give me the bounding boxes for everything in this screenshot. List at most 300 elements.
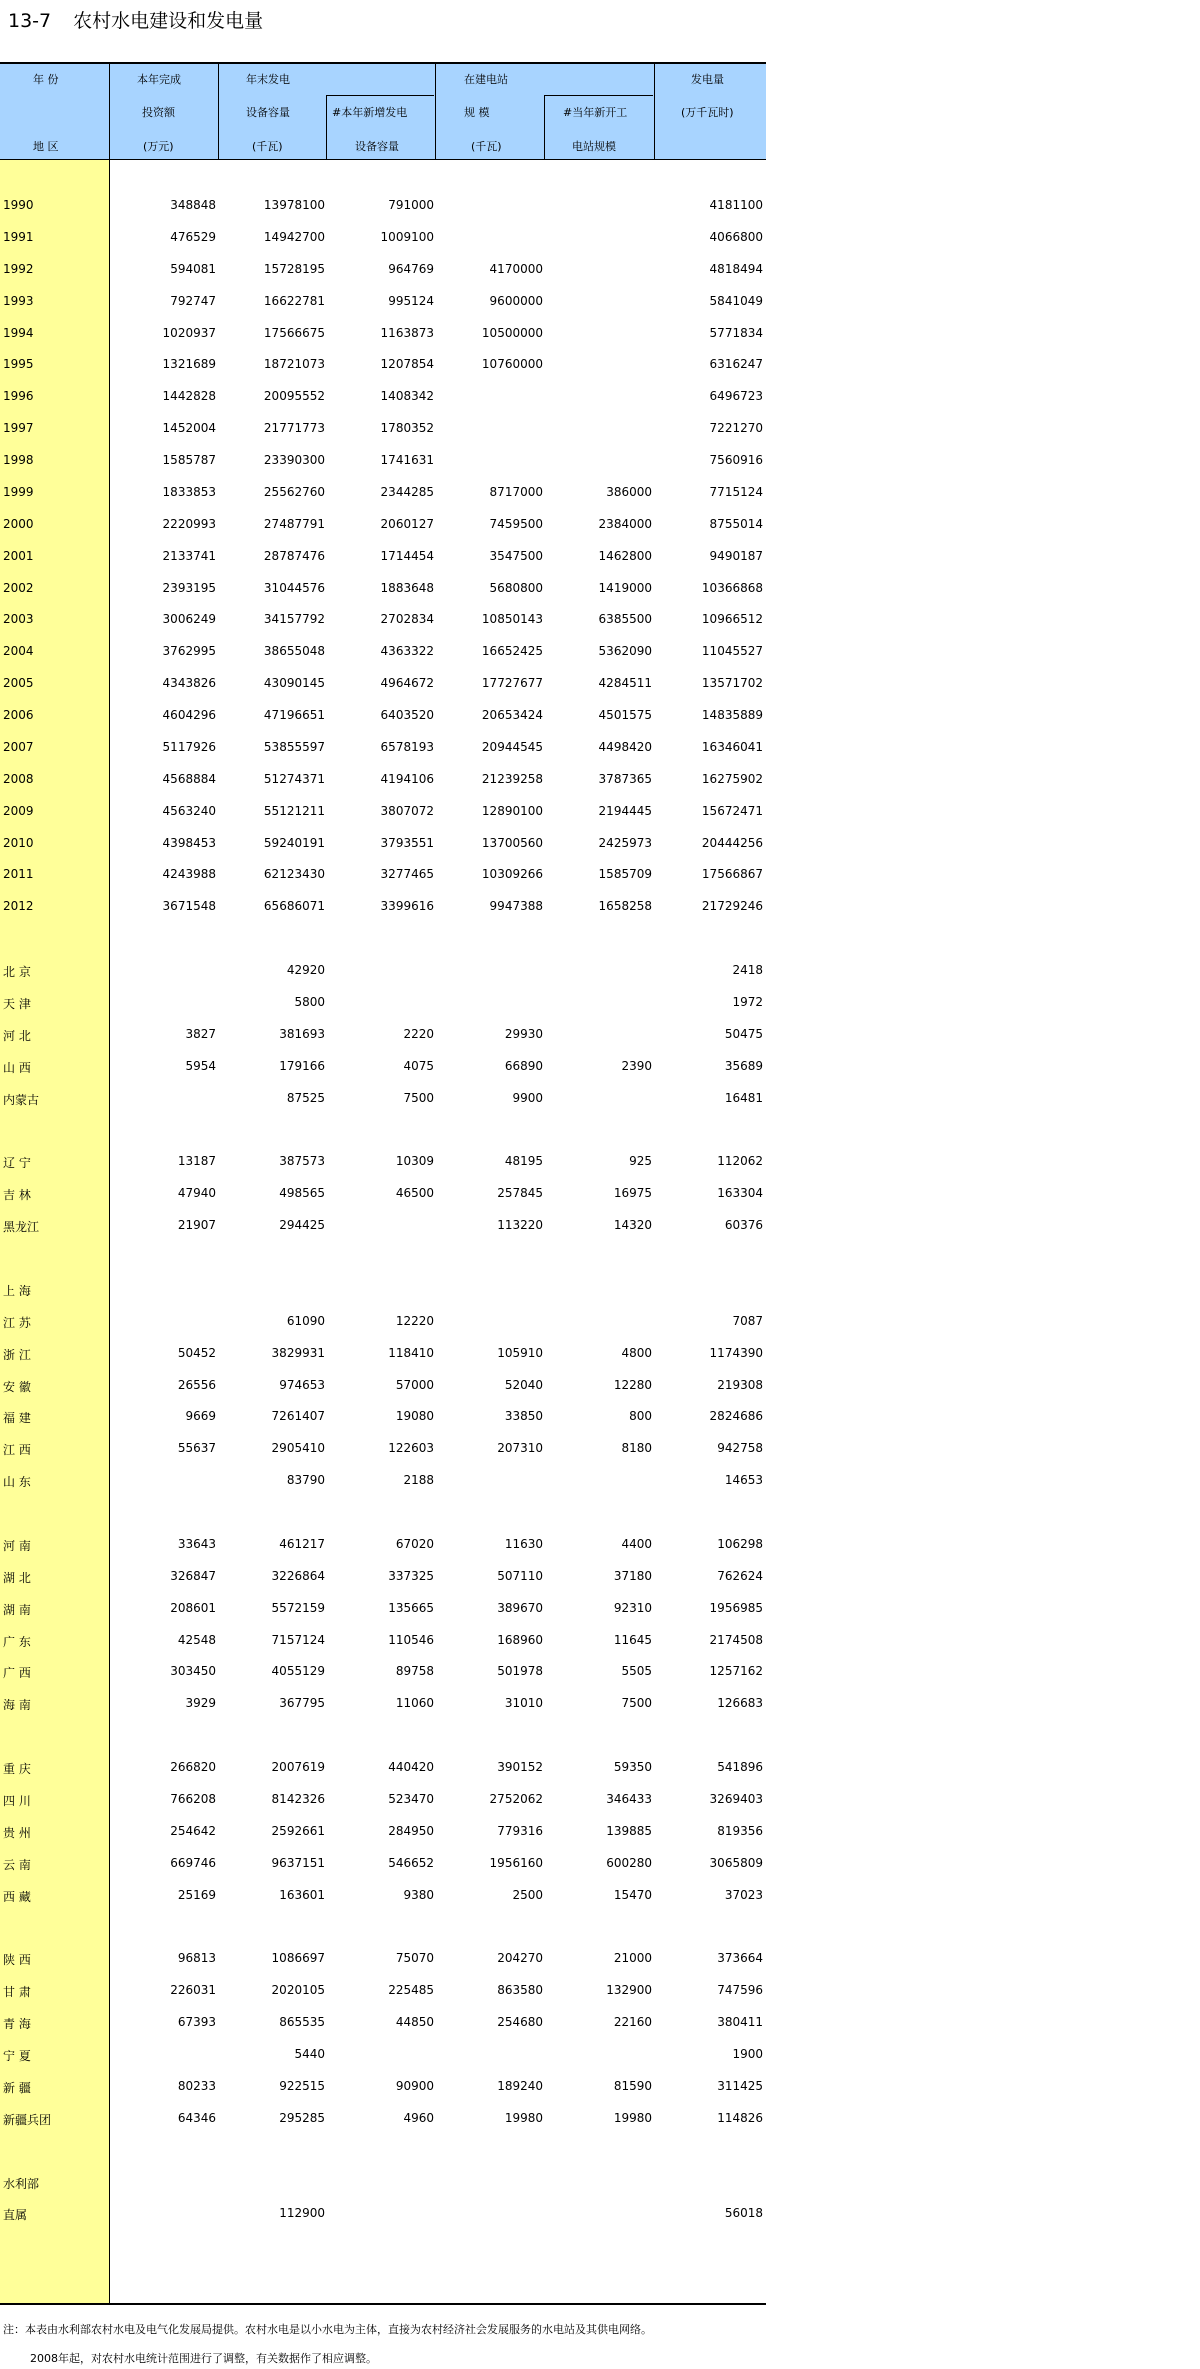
table-cell: 6316247 — [709, 357, 763, 372]
table-cell: 13700560 — [481, 835, 543, 850]
table-cell: 10309 — [395, 1154, 434, 1169]
table-row — [0, 581, 766, 599]
row-label: 安 徽 — [3, 1379, 31, 1394]
row-label: 1992 — [3, 261, 34, 276]
table-cell: 373664 — [717, 1951, 763, 1966]
table-row — [0, 1027, 766, 1045]
table-cell: 3269403 — [709, 1792, 763, 1806]
column-divider — [544, 95, 545, 159]
row-label: 1999 — [3, 484, 34, 499]
table-cell: 4964672 — [380, 676, 434, 691]
table-cell: 189240 — [497, 2078, 543, 2093]
table-cell: 2418 — [732, 963, 763, 978]
row-label: 内蒙古 — [3, 1092, 40, 1107]
table-cell: 476529 — [170, 229, 216, 244]
table-cell: 390152 — [497, 1760, 543, 1775]
table-row — [0, 1473, 766, 1491]
table-cell: 4563240 — [162, 803, 216, 818]
table-cell: 3762995 — [162, 644, 216, 659]
row-label: 江 西 — [3, 1443, 31, 1458]
header-year: 年 份 — [33, 73, 59, 86]
table-cell: 2020105 — [271, 1983, 325, 1998]
table-cell: 1883648 — [380, 580, 434, 595]
table-cell: 942758 — [717, 1441, 763, 1456]
table-cell: 1174390 — [709, 1345, 763, 1360]
row-label: 2008 — [3, 771, 34, 786]
table-cell: 7560916 — [709, 453, 763, 468]
table-cell: 4498420 — [598, 739, 652, 754]
table-row — [0, 1314, 766, 1332]
table-cell: 14320 — [613, 1218, 652, 1233]
table-cell: 2060127 — [380, 516, 434, 531]
table-cell: 4960 — [403, 2110, 434, 2125]
table-cell: 7087 — [732, 1313, 763, 1328]
header-scale: 规 模 — [464, 106, 490, 119]
table-cell: 1833853 — [162, 484, 216, 499]
table-cell: 523470 — [388, 1792, 434, 1806]
table-cell: 42548 — [177, 1632, 216, 1647]
table-cell: 863580 — [497, 1983, 543, 1998]
table-cell: 16652425 — [481, 644, 543, 659]
table-row — [0, 357, 766, 375]
row-label: 四 川 — [3, 1794, 31, 1808]
table-cell: 1585709 — [598, 867, 652, 882]
table-cell: 3547500 — [489, 548, 543, 563]
table-cell: 4243988 — [162, 867, 216, 882]
row-label: 河 南 — [3, 1538, 31, 1553]
table-row — [0, 1282, 766, 1300]
table-cell: 266820 — [170, 1760, 216, 1775]
table-cell: 20653424 — [481, 708, 543, 723]
table-cell: 47196651 — [263, 708, 325, 723]
row-label: 2000 — [3, 516, 34, 531]
table-row — [0, 1888, 766, 1906]
row-label: 西 藏 — [3, 1889, 31, 1904]
table-cell: 13187 — [177, 1154, 216, 1169]
row-label: 广 东 — [3, 1634, 31, 1649]
table-cell: 381693 — [279, 1026, 325, 1041]
table-cell: 1086697 — [271, 1951, 325, 1966]
table-cell: 1442828 — [162, 389, 216, 404]
table-cell: 4604296 — [162, 708, 216, 723]
header-generation: 发电量 — [691, 73, 724, 86]
table-cell: 4170000 — [489, 261, 543, 276]
table-top-border — [0, 62, 766, 64]
table-cell: 50475 — [724, 1026, 763, 1041]
table-cell: 747596 — [717, 1983, 763, 1998]
table-cell: 37023 — [724, 1887, 763, 1902]
table-cell: 284950 — [388, 1823, 434, 1838]
table-cell: 60376 — [724, 1218, 763, 1233]
row-label: 2012 — [3, 899, 34, 914]
table-cell: 52040 — [504, 1377, 543, 1392]
table-cell: 16975 — [613, 1186, 652, 1201]
table-cell: 7261407 — [271, 1409, 325, 1424]
table-cell: 2220993 — [162, 516, 216, 531]
table-cell: 257845 — [497, 1186, 543, 1201]
table-cell: 779316 — [497, 1823, 543, 1838]
table-cell: 3787365 — [598, 771, 652, 786]
header-new-start: #当年新开工 — [563, 106, 628, 119]
table-cell: 1780352 — [380, 421, 434, 436]
table-row — [0, 1346, 766, 1364]
table-cell: 5954 — [185, 1058, 216, 1073]
header-scale-unit: (千瓦) — [471, 140, 502, 153]
header-new-capacity: #本年新增发电 — [332, 106, 408, 119]
table-row — [0, 549, 766, 567]
table-cell: 8717000 — [489, 484, 543, 499]
table-cell: 114826 — [717, 2110, 763, 2125]
table-row — [0, 2047, 766, 2065]
table-cell: 5771834 — [709, 325, 763, 340]
table-bottom-border — [0, 2303, 766, 2305]
table-cell: 1452004 — [162, 421, 216, 436]
table-cell: 541896 — [717, 1760, 763, 1775]
table-cell: 10500000 — [481, 325, 543, 340]
row-label: 直属 — [3, 2208, 28, 2223]
table-cell: 6578193 — [380, 739, 434, 754]
table-row — [0, 2015, 766, 2033]
header-yearend: 年末发电 — [246, 73, 290, 86]
table-cell: 5800 — [294, 995, 325, 1009]
table-cell: 7157124 — [271, 1632, 325, 1647]
table-cell: 51274371 — [263, 771, 325, 786]
table-cell: 56018 — [724, 2206, 763, 2221]
table-cell: 1207854 — [380, 357, 434, 372]
table-cell: 33643 — [177, 1536, 216, 1551]
column-divider — [218, 63, 219, 159]
table-cell: 5505 — [621, 1664, 652, 1679]
table-cell: 25169 — [177, 1887, 216, 1902]
row-label: 2010 — [3, 835, 34, 850]
table-cell: 44850 — [395, 2015, 434, 2030]
table-cell: 21907 — [177, 1218, 216, 1233]
row-label: 青 海 — [3, 2017, 31, 2032]
row-label: 辽 宁 — [3, 1156, 31, 1171]
row-label: 宁 夏 — [3, 2049, 31, 2064]
table-cell: 337325 — [388, 1568, 434, 1583]
table-cell: 2220 — [403, 1026, 434, 1041]
table-cell: 6496723 — [709, 389, 763, 404]
table-cell: 43090145 — [263, 676, 325, 691]
table-cell: 33850 — [504, 1409, 543, 1424]
table-cell: 9900 — [512, 1090, 543, 1105]
table-cell: 2393195 — [162, 580, 216, 595]
row-label: 云 南 — [3, 1857, 31, 1872]
table-cell: 89758 — [395, 1664, 434, 1679]
table-cell: 168960 — [497, 1632, 543, 1647]
table-cell: 387573 — [279, 1154, 325, 1169]
table-cell: 21729246 — [701, 899, 763, 914]
table-cell: 139885 — [606, 1823, 652, 1838]
table-cell: 50452 — [177, 1345, 216, 1360]
table-cell: 118410 — [388, 1345, 434, 1360]
table-cell: 1956985 — [709, 1600, 763, 1615]
table-cell: 110546 — [388, 1632, 434, 1647]
table-cell: 800 — [629, 1409, 652, 1424]
table-cell: 55637 — [177, 1441, 216, 1456]
table-cell: 1972 — [732, 995, 763, 1009]
row-label: 河 北 — [3, 1028, 31, 1043]
table-cell: 9669 — [185, 1409, 216, 1424]
table-cell: 15728195 — [263, 261, 325, 276]
table-cell: 11045527 — [701, 644, 763, 659]
table-row — [0, 262, 766, 280]
table-cell: 7221270 — [709, 421, 763, 436]
row-label: 2006 — [3, 708, 34, 723]
table-cell: 507110 — [497, 1568, 543, 1583]
row-label: 1995 — [3, 357, 34, 372]
table-cell: 4501575 — [598, 708, 652, 723]
table-row — [0, 1409, 766, 1427]
table-cell: 66890 — [504, 1058, 543, 1073]
table-cell: 1741631 — [380, 453, 434, 468]
table-cell: 311425 — [717, 2078, 763, 2093]
table-cell: 2188 — [403, 1473, 434, 1488]
table-cell: 61090 — [286, 1313, 325, 1328]
table-cell: 55121211 — [263, 803, 325, 818]
table-cell: 766208 — [170, 1792, 216, 1806]
table-cell: 669746 — [170, 1855, 216, 1870]
table-cell: 57000 — [395, 1377, 434, 1392]
table-cell: 254680 — [497, 2015, 543, 2030]
row-label: 广 西 — [3, 1666, 31, 1681]
table-cell: 2824686 — [709, 1409, 763, 1424]
table-row — [0, 963, 766, 981]
table-cell: 20444256 — [701, 835, 763, 850]
row-label: 黑龙江 — [3, 1220, 40, 1235]
table-cell: 17566867 — [701, 867, 763, 882]
table-cell: 326847 — [170, 1568, 216, 1583]
table-cell: 204270 — [497, 1951, 543, 1966]
table-cell: 13571702 — [701, 676, 763, 691]
table-row — [0, 1728, 766, 1746]
table-cell: 208601 — [170, 1600, 216, 1615]
table-cell: 5440 — [294, 2047, 325, 2062]
table-cell: 22160 — [613, 2015, 652, 2030]
table-row — [0, 1250, 766, 1268]
table-cell: 9490187 — [709, 548, 763, 563]
table-cell: 67393 — [177, 2015, 216, 2030]
row-label: 1993 — [3, 293, 34, 308]
table-row — [0, 1951, 766, 1969]
table-cell: 2133741 — [162, 548, 216, 563]
table-row — [0, 2175, 766, 2193]
table-cell: 1585787 — [162, 453, 216, 468]
table-cell: 26556 — [177, 1377, 216, 1392]
table-cell: 3277465 — [380, 867, 434, 882]
table-row — [0, 485, 766, 503]
table-cell: 1956160 — [489, 1855, 543, 1870]
table-cell: 29930 — [504, 1026, 543, 1041]
row-label: 2011 — [3, 867, 34, 882]
table-row — [0, 1633, 766, 1651]
table-row — [0, 1537, 766, 1555]
row-label: 甘 肃 — [3, 1985, 31, 2000]
table-cell: 4055129 — [271, 1664, 325, 1679]
table-cell: 16622781 — [263, 293, 325, 308]
table-cell: 65686071 — [263, 899, 325, 914]
table-row — [0, 740, 766, 758]
table-cell: 762624 — [717, 1568, 763, 1583]
table-cell: 348848 — [170, 198, 216, 212]
row-label: 天 津 — [3, 997, 31, 1011]
table-cell: 4398453 — [162, 835, 216, 850]
table-row — [0, 1186, 766, 1204]
table-cell: 2007619 — [271, 1760, 325, 1775]
table-cell: 21239258 — [481, 771, 543, 786]
row-label: 吉 林 — [3, 1188, 31, 1203]
row-label: 山 东 — [3, 1475, 31, 1490]
table-cell: 21000 — [613, 1951, 652, 1966]
table-cell: 1321689 — [162, 357, 216, 372]
row-label: 2007 — [3, 739, 34, 754]
table-cell: 1257162 — [709, 1664, 763, 1679]
table-cell: 226031 — [170, 1983, 216, 1998]
row-label: 福 建 — [3, 1411, 31, 1426]
table-cell: 14653 — [724, 1473, 763, 1488]
table-cell: 386000 — [606, 484, 652, 499]
table-row — [0, 1601, 766, 1619]
table-cell: 27487791 — [263, 516, 325, 531]
table-cell: 1462800 — [598, 548, 652, 563]
table-cell: 31044576 — [263, 580, 325, 595]
table-cell: 19980 — [504, 2110, 543, 2125]
table-cell: 179166 — [279, 1058, 325, 1073]
table-cell: 3671548 — [162, 899, 216, 914]
table-row — [0, 995, 766, 1013]
table-cell: 461217 — [279, 1536, 325, 1551]
table-cell: 11645 — [613, 1632, 652, 1647]
header-new-capacity-sub: 设备容量 — [355, 140, 399, 153]
table-row — [0, 2111, 766, 2129]
table-cell: 225485 — [388, 1983, 434, 1998]
table-row — [0, 1059, 766, 1077]
table-cell: 9380 — [403, 1887, 434, 1902]
table-cell: 126683 — [717, 1696, 763, 1711]
table-cell: 48195 — [504, 1154, 543, 1169]
table-cell: 3827 — [185, 1026, 216, 1041]
header-investment: 本年完成 — [137, 73, 181, 86]
table-row — [0, 1091, 766, 1109]
header-divider — [544, 95, 653, 96]
table-cell: 600280 — [606, 1855, 652, 1870]
table-cell: 7500 — [621, 1696, 652, 1711]
table-cell: 440420 — [388, 1760, 434, 1775]
row-label: 2004 — [3, 644, 34, 659]
table-cell: 2500 — [512, 1887, 543, 1902]
table-cell: 254642 — [170, 1823, 216, 1838]
table-cell: 346433 — [606, 1792, 652, 1806]
table-cell: 367795 — [279, 1696, 325, 1711]
table-row — [0, 453, 766, 471]
table-cell: 5117926 — [162, 739, 216, 754]
table-row — [0, 836, 766, 854]
table-cell: 3829931 — [271, 1345, 325, 1360]
table-cell: 75070 — [395, 1951, 434, 1966]
table-cell: 995124 — [388, 293, 434, 308]
table-cell: 81590 — [613, 2078, 652, 2093]
table-cell: 546652 — [388, 1855, 434, 1870]
table-cell: 4818494 — [709, 261, 763, 276]
table-cell: 4284511 — [598, 676, 652, 691]
table-row — [0, 1760, 766, 1778]
table-row — [0, 2143, 766, 2161]
row-label: 湖 南 — [3, 1602, 31, 1617]
table-cell: 819356 — [717, 1823, 763, 1838]
row-label: 浙 江 — [3, 1347, 31, 1362]
table-cell: 96813 — [177, 1951, 216, 1966]
table-cell: 1009100 — [380, 229, 434, 244]
table-row — [0, 612, 766, 630]
table-cell: 380411 — [717, 2015, 763, 2030]
header-capacity-unit: (千瓦) — [252, 140, 283, 153]
table-row — [0, 1824, 766, 1842]
table-cell: 10309266 — [481, 867, 543, 882]
table-cell: 219308 — [717, 1377, 763, 1392]
table-cell: 389670 — [497, 1600, 543, 1615]
table-cell: 83790 — [286, 1473, 325, 1488]
table-cell: 8755014 — [709, 516, 763, 531]
table-cell: 64346 — [177, 2110, 216, 2125]
table-cell: 2752062 — [489, 1792, 543, 1806]
table-cell: 2425973 — [598, 835, 652, 850]
table-cell: 1419000 — [598, 580, 652, 595]
row-label: 江 苏 — [3, 1315, 31, 1330]
table-cell: 4075 — [403, 1058, 434, 1073]
table-row — [0, 899, 766, 917]
row-label: 2009 — [3, 803, 34, 818]
table-cell: 59350 — [613, 1760, 652, 1775]
table-cell: 10850143 — [481, 612, 543, 627]
row-label: 陕 西 — [3, 1953, 31, 1968]
table-cell: 59240191 — [263, 835, 325, 850]
row-label: 1998 — [3, 453, 34, 468]
row-label: 2003 — [3, 612, 34, 627]
table-cell: 9600000 — [489, 293, 543, 308]
table-cell: 2905410 — [271, 1441, 325, 1456]
header-bottom-border — [0, 159, 766, 160]
footnote: 注：本表由水利部农村水电及电气化发展局提供。农村水电是以小水电为主体，直接为农村经济社会发展服务的水电站及其供电网络。 — [3, 2323, 652, 2336]
table-cell: 3006249 — [162, 612, 216, 627]
row-label: 1994 — [3, 325, 34, 340]
table-row — [0, 867, 766, 885]
table-cell: 112062 — [717, 1154, 763, 1169]
table-cell: 21771773 — [263, 421, 325, 436]
table-cell: 67020 — [395, 1536, 434, 1551]
table-cell: 14835889 — [701, 708, 763, 723]
table-cell: 594081 — [170, 261, 216, 276]
table-cell: 92310 — [613, 1600, 652, 1615]
table-row — [0, 804, 766, 822]
table-cell: 3807072 — [380, 803, 434, 818]
table-cell: 2194445 — [598, 803, 652, 818]
table-cell: 922515 — [279, 2078, 325, 2093]
table-cell: 2592661 — [271, 1823, 325, 1838]
table-row — [0, 772, 766, 790]
table-cell: 2702834 — [380, 612, 434, 627]
table-row — [0, 708, 766, 726]
table-cell: 2384000 — [598, 516, 652, 531]
table-cell: 501978 — [497, 1664, 543, 1679]
table-row — [0, 389, 766, 407]
table-cell: 135665 — [388, 1600, 434, 1615]
table-cell: 5362090 — [598, 644, 652, 659]
table-cell: 25562760 — [263, 484, 325, 499]
footnote: 2008年起，对农村水电统计范围进行了调整，有关数据作了相应调整。 — [30, 2352, 377, 2365]
row-label: 重 庆 — [3, 1762, 31, 1777]
row-label: 1991 — [3, 229, 34, 244]
